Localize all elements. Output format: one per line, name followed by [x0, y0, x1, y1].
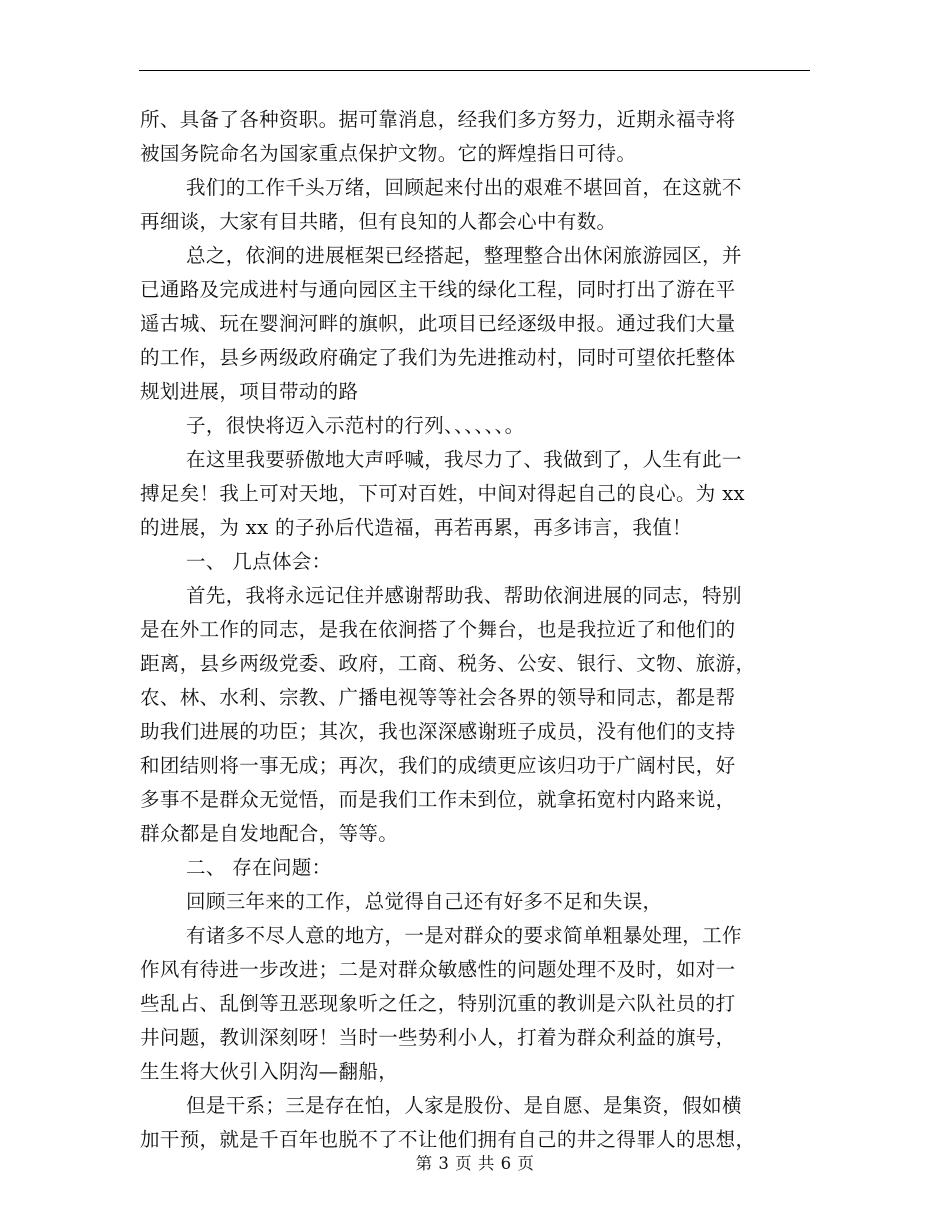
header-rule	[139, 70, 810, 71]
text-line: 二、 存在问题：	[186, 856, 332, 879]
text-line: 和团结则将一事无成；再次，我们的成绩更应该归功于广阔村民，好	[140, 754, 736, 777]
text-line: 井问题，教训深刻呀！当时一些势利小人，打着为群众利益的旗号，	[140, 1026, 736, 1049]
text-line: 搏足矣！我上可对天地，下可对百姓，中间对得起自己的良心。为 xx	[140, 482, 745, 505]
text-line: 遥古城、玩在婴涧河畔的旗帜，此项目已经逐级申报。通过我们大量	[140, 312, 736, 335]
text-line: 再细谈，大家有目共睹，但有良知的人都会心中有数。	[140, 210, 617, 233]
text-line: 的工作，县乡两级政府确定了我们为先进推动村，同时可望依托整体	[140, 346, 736, 369]
text-line: 我们的工作千头万绪，回顾起来付出的艰难不堪回首，在这就不	[186, 176, 742, 199]
text-line: 总之，依涧的进展框架已经搭起，整理整合出休闲旅游园区，并	[186, 244, 742, 267]
text-line: 规划进展，项目带动的路	[140, 380, 359, 403]
text-line: 一、 几点体会：	[186, 550, 332, 573]
page-footer	[0, 1152, 950, 1176]
text-line: 助我们进展的功臣；其次，我也深深感谢班子成员，没有他们的支持	[140, 720, 736, 743]
text-line: 被国务院命名为国家重点保护文物。它的辉煌指日可待。	[140, 142, 637, 165]
text-line: 子，很快将迈入示范村的行列、、、、、、。	[186, 414, 525, 437]
text-line: 距离，县乡两级党委、政府，工商、税务、公安、银行、文物、旅游，	[140, 652, 756, 675]
text-line: 但是干系；三是存在怕，人家是股份、是自愿、是集资，假如横	[186, 1094, 742, 1117]
page-number-label: 第 3 页 共 6 页	[415, 1154, 535, 1173]
text-line: 作风有待进一步改进；二是对群众敏感性的问题处理不及时，如对一	[140, 958, 736, 981]
text-line: 有诸多不尽人意的地方，一是对群众的要求简单粗暴处理，工作	[186, 924, 742, 947]
text-line: 是在外工作的同志，是我在依涧搭了个舞台，也是我拉近了和他们的	[140, 618, 736, 641]
text-line: 些乱占、乱倒等丑恶现象听之任之，特别沉重的教训是六队社员的打	[140, 992, 736, 1015]
document-body	[140, 103, 812, 1157]
text-line: 的进展，为 xx 的子孙后代造福，再若再累，再多讳言，我值！	[140, 516, 692, 539]
text-line: 群众都是自发地配合，等等。	[140, 822, 399, 845]
text-line: 已通路及完成进村与通向园区主干线的绿化工程，同时打出了游在平	[140, 278, 736, 301]
text-line: 农、林、水利、宗教、广播电视等等社会各界的领导和同志，都是帮	[140, 686, 736, 709]
text-line: 在这里我要骄傲地大声呼喊，我尽力了、我做到了，人生有此一	[186, 448, 742, 471]
text-line: 加干预，就是千百年也脱不了不让他们拥有自己的井之得罪人的思想，	[140, 1128, 756, 1151]
text-line: 多事不是群众无觉悟，而是我们工作未到位，就拿拓宽村内路来说，	[140, 788, 736, 811]
text-line: 回顾三年来的工作，总觉得自己还有好多不足和失误，	[186, 890, 663, 913]
text-line: 首先，我将永远记住并感谢帮助我、帮助依涧进展的同志，特别	[186, 584, 742, 607]
text-line: 生生将大伙引入阴沟—翻船，	[140, 1060, 399, 1083]
text-line: 所、具备了各种资职。据可靠消息，经我们多方努力，近期永福寺将	[140, 108, 736, 131]
